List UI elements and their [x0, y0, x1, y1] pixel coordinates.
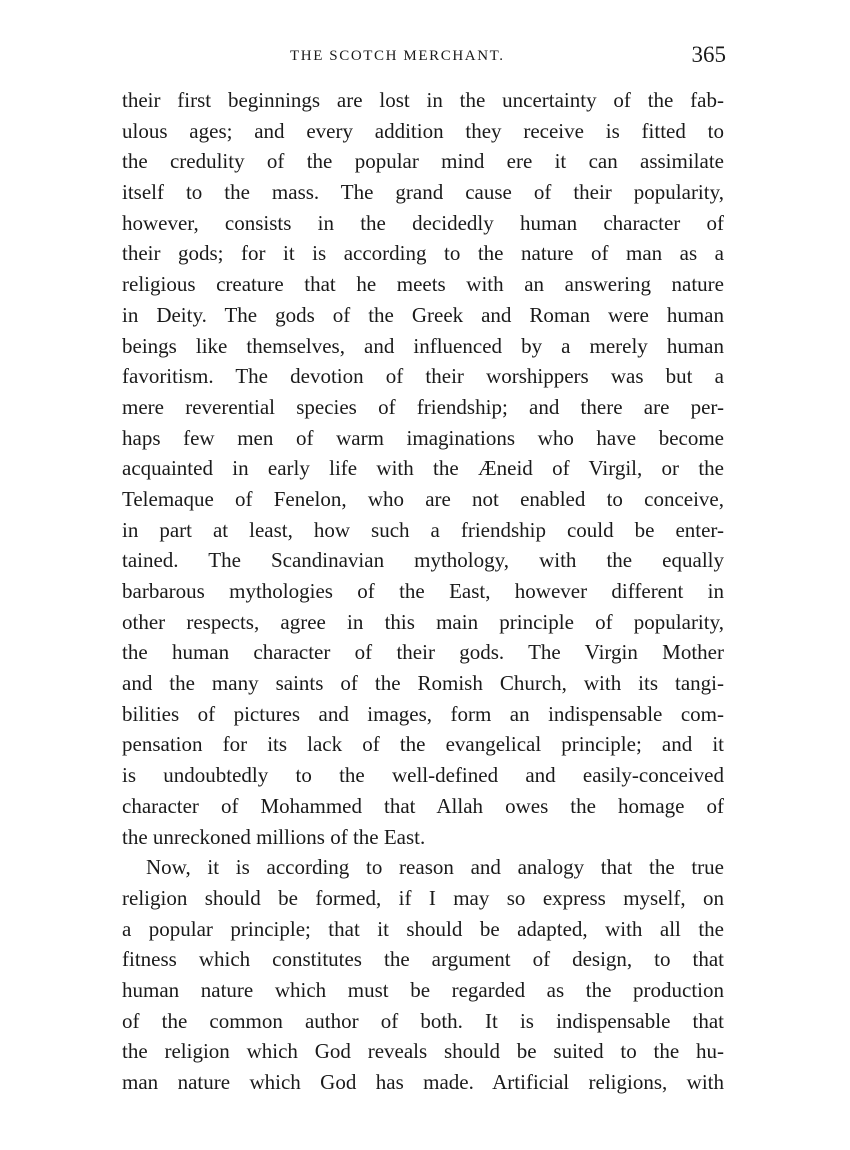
- text-line: Telemaque of Fenelon, who are not enabled to conceive,: [122, 486, 724, 511]
- text-line: however, consists in the decidedly human character of: [122, 210, 724, 235]
- text-line: bilities of pictures and images, form an indispensable com-: [122, 701, 724, 726]
- text-line: haps few men of warm imaginations who have become: [122, 425, 724, 450]
- text-line: the religion which God reveals should be suited to the hu-: [122, 1039, 724, 1064]
- text-line: a popular principle; that it should be adapted, with all the: [122, 916, 724, 941]
- text-line: the unreckoned millions of the East.: [122, 824, 426, 849]
- text-line: the human character of their gods. The Virgin Mother: [122, 640, 724, 665]
- text-line: man nature which God has made. Artificial religions, with: [122, 1070, 724, 1094]
- text-line: acquainted in early life with the Æneid of Virgil, or the: [122, 456, 724, 481]
- text-line: in part at least, how such a friendship could be enter-: [122, 517, 724, 542]
- text-line: fitness which constitutes the argument of design, to that: [122, 947, 724, 972]
- text-line: barbarous mythologies of the East, however different in: [122, 579, 724, 603]
- text-line: beings like themselves, and influenced by a merely human: [122, 333, 724, 358]
- text-line: of the common author of both. It is indispensable that: [122, 1008, 724, 1033]
- text-line: Now, it is according to reason and analogy that the true: [146, 855, 724, 880]
- page-number: 365: [691, 42, 726, 67]
- text-line: itself to the mass. The grand cause of their popularity,: [122, 180, 724, 205]
- text-line: tained. The Scandinavian mythology, with the equally: [122, 548, 724, 573]
- text-line: is undoubtedly to the well-defined and easily-conceived: [122, 763, 724, 788]
- text-line: pensation for its lack of the evangelical principle; and it: [122, 732, 724, 757]
- text-line: other respects, agree in this main principle of popularity,: [122, 609, 724, 634]
- running-head: [122, 38, 724, 78]
- text-line: their gods; for it is according to the nature of man as a: [122, 241, 724, 266]
- text-line: ulous ages; and every addition they receive is fitted to: [122, 118, 724, 143]
- text-line: in Deity. The gods of the Greek and Roman were human: [122, 302, 724, 327]
- text-line: religious creature that he meets with an answering nature: [122, 272, 724, 297]
- text-line: mere reverential species of friendship; and there are per-: [122, 394, 724, 419]
- body-text: [122, 85, 724, 1098]
- text-line: human nature which must be regarded as the production: [122, 977, 724, 1002]
- text-line: the credulity of the popular mind ere it can assimilate: [122, 149, 724, 174]
- running-title: THE SCOTCH MERCHANT.: [290, 48, 505, 64]
- text-line: their first beginnings are lost in the uncertainty of the fab-: [122, 88, 724, 112]
- book-page: [122, 38, 724, 1098]
- text-line: favoritism. The devotion of their worshippers was but a: [122, 364, 724, 389]
- text-line: religion should be formed, if I may so express myself, on: [122, 885, 724, 910]
- text-line: and the many saints of the Romish Church, with its tangi-: [122, 671, 724, 696]
- text-line: character of Mohammed that Allah owes the homage of: [122, 793, 724, 818]
